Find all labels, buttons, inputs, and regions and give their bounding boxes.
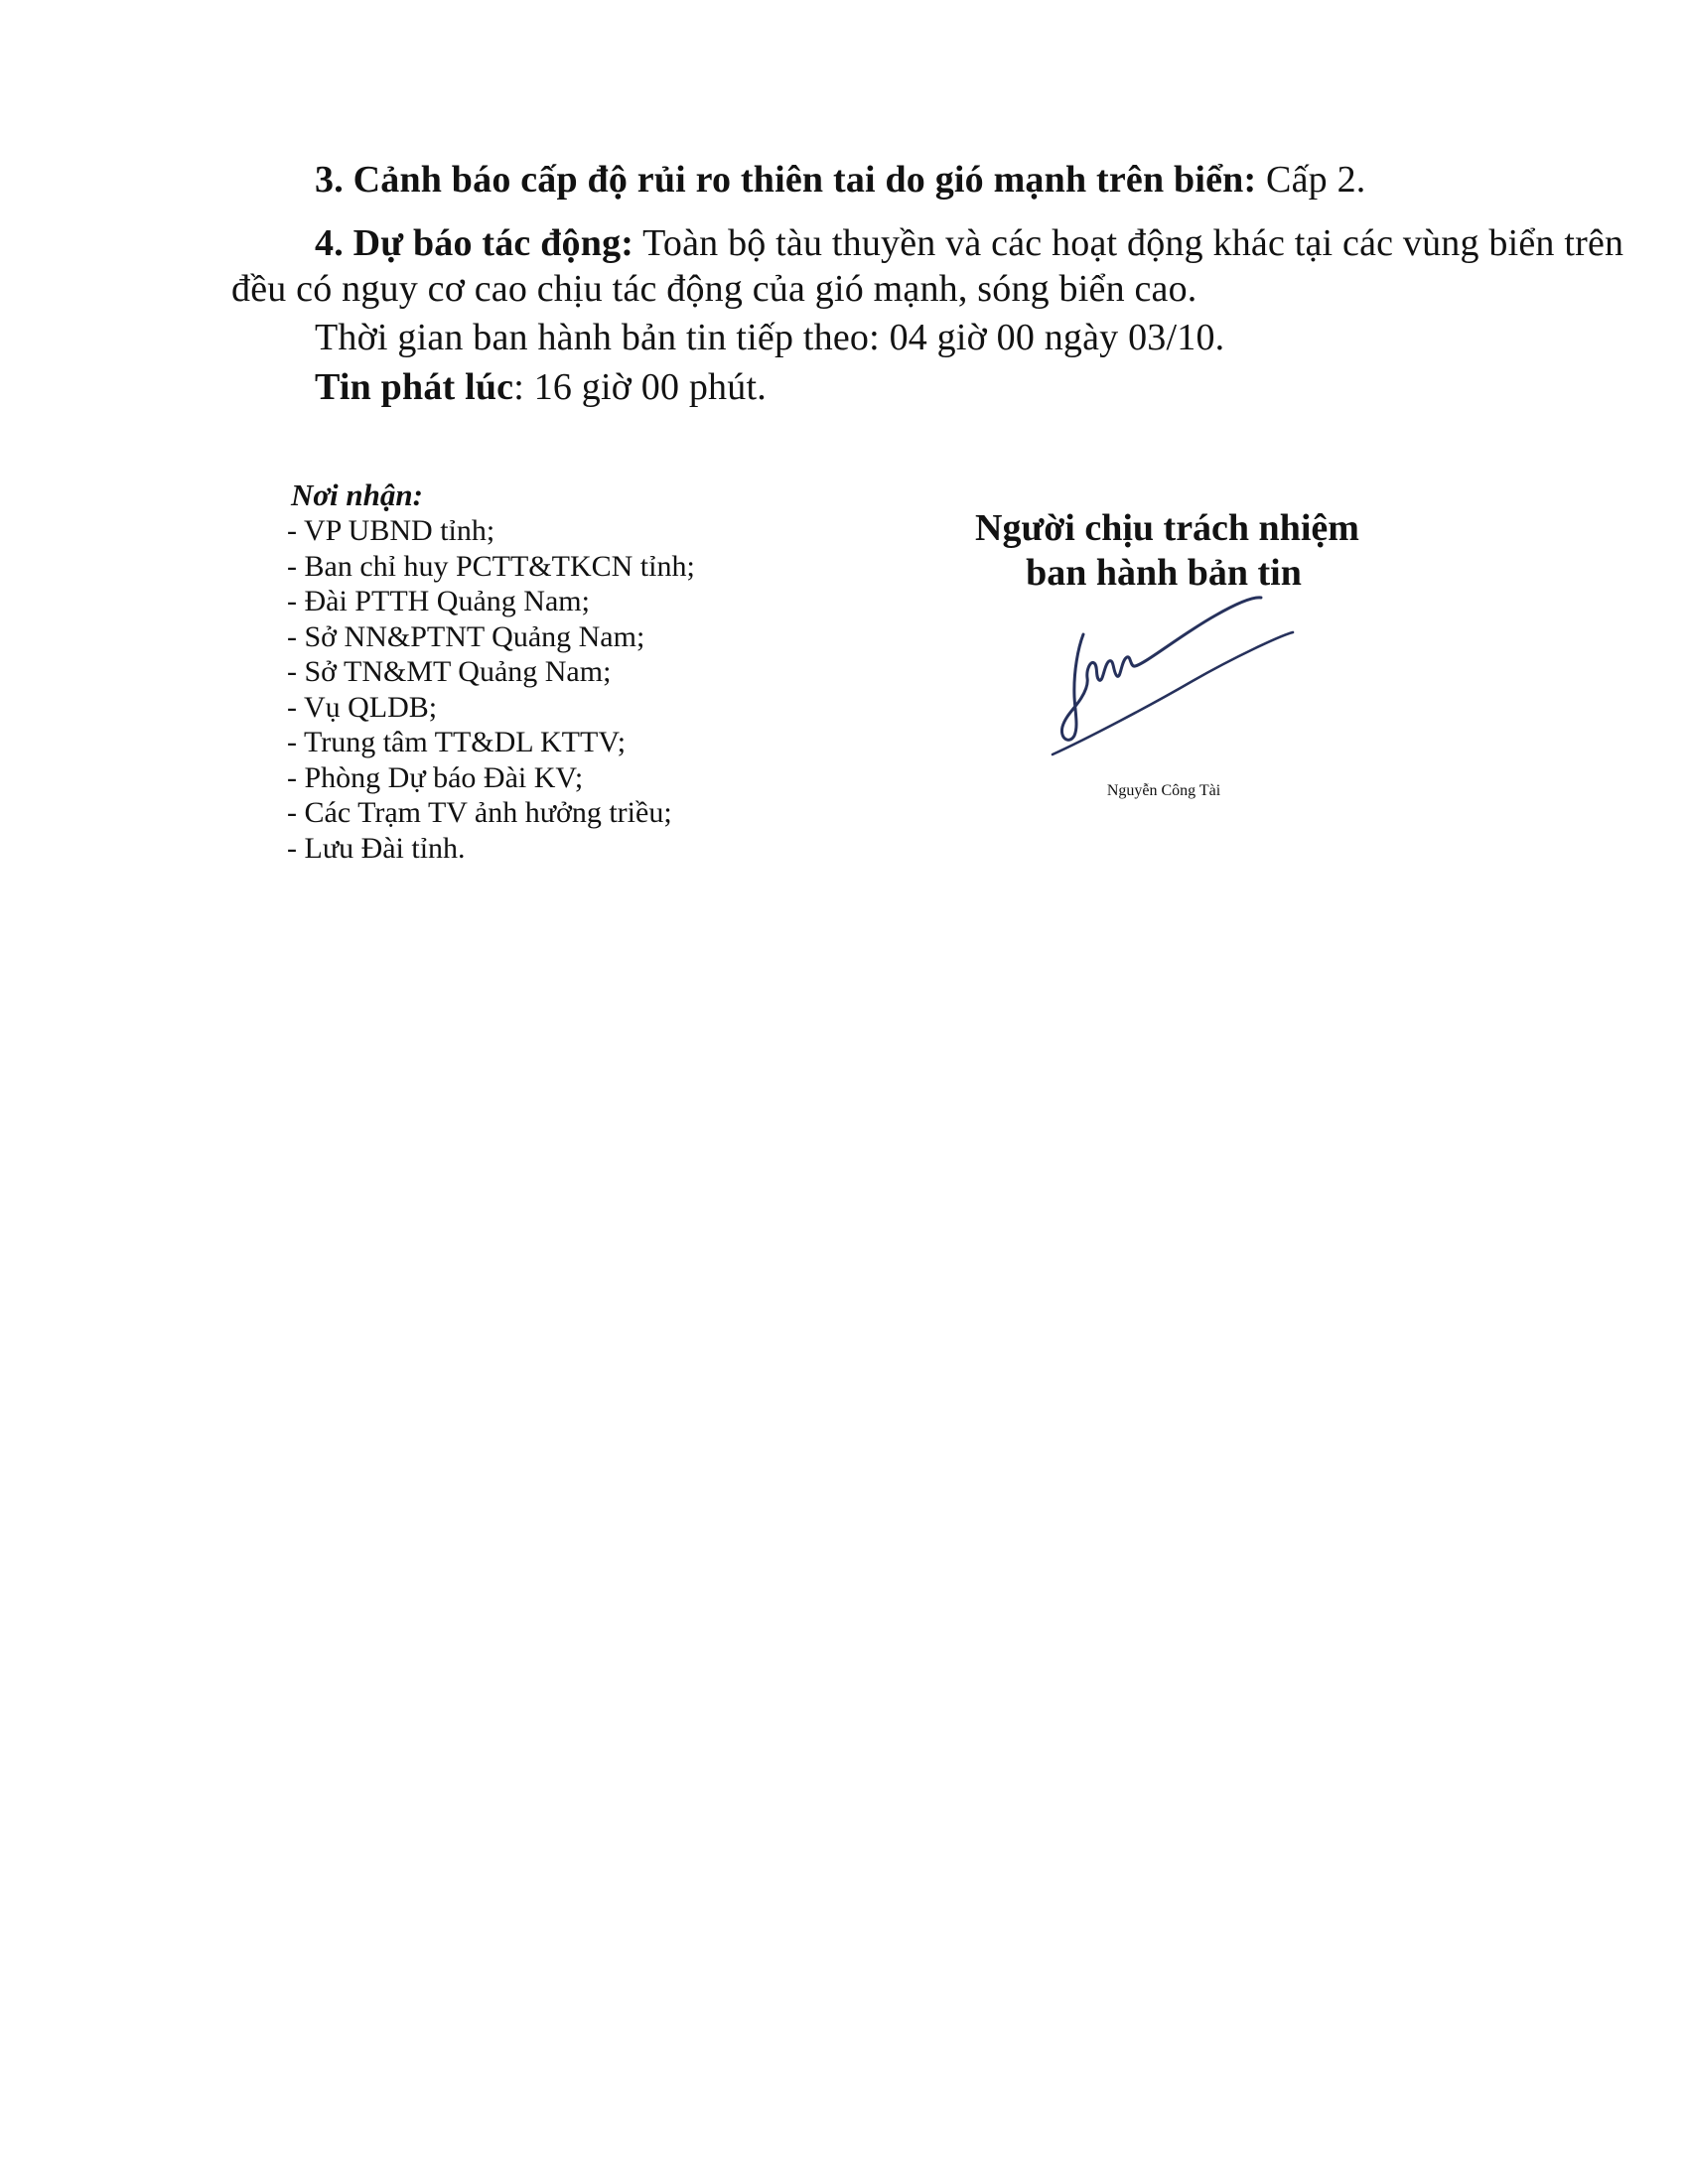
signer-name: Nguyễn Công Tài	[1106, 782, 1221, 799]
recipient-item: - Trung tâm TT&DL KTTV;	[287, 726, 627, 758]
recipients-list	[287, 513, 695, 866]
next-bulletin-line: Thời gian ban hành bản tin tiếp theo: 04 giờ 00 ngày 03/10.	[315, 317, 1225, 358]
signature-block	[975, 506, 1359, 596]
risk-warning-value: Cấp 2.	[1256, 159, 1366, 201]
risk-warning-paragraph	[231, 157, 1625, 203]
impact-forecast-line1	[231, 220, 1624, 266]
impact-forecast-label: 4. Dự báo tác động:	[315, 222, 634, 264]
impact-forecast-paragraph	[231, 220, 1624, 312]
impact-forecast-line1-text: Toàn bộ tàu thuyền và các hoạt động khác tại các vùng biển trên	[633, 222, 1624, 264]
issue-time-line	[231, 364, 1625, 410]
issue-time-value: 16 giờ 00 phút.	[524, 366, 767, 408]
responsible-person-title-line2: ban hành bản tin	[1026, 552, 1302, 594]
recipient-item: - Sở TN&MT Quảng Nam;	[287, 655, 612, 688]
recipient-item: - Ban chỉ huy PCTT&TKCN tỉnh;	[287, 549, 695, 583]
recipient-item: - Đài PTTH Quảng Nam;	[287, 585, 590, 617]
recipient-item: - Các Trạm TV ảnh hưởng triều;	[287, 796, 672, 829]
risk-warning-label: 3. Cảnh báo cấp độ rủi ro thiên tai do gió mạnh trên biển:	[315, 159, 1257, 201]
recipient-item: - Phòng Dự báo Đài KV;	[287, 760, 584, 794]
handwritten-signature	[1031, 588, 1309, 771]
issue-time-separator: :	[513, 366, 524, 408]
issue-time-label: Tin phát lúc	[315, 366, 514, 408]
impact-forecast-line2: đều có nguy cơ cao chịu tác động của gió mạnh, sóng biển cao.	[231, 268, 1197, 310]
recipient-item: - VP UBND tỉnh;	[287, 514, 495, 547]
recipient-item: - Lưu Đài tỉnh.	[287, 831, 466, 865]
responsible-person-title-line1: Người chịu trách nhiệm	[975, 507, 1359, 549]
recipient-item: - Sở NN&PTNT Quảng Nam;	[287, 619, 645, 653]
recipient-item: - Vụ QLDB;	[287, 690, 438, 724]
recipients-title: Nơi nhận:	[291, 478, 423, 512]
